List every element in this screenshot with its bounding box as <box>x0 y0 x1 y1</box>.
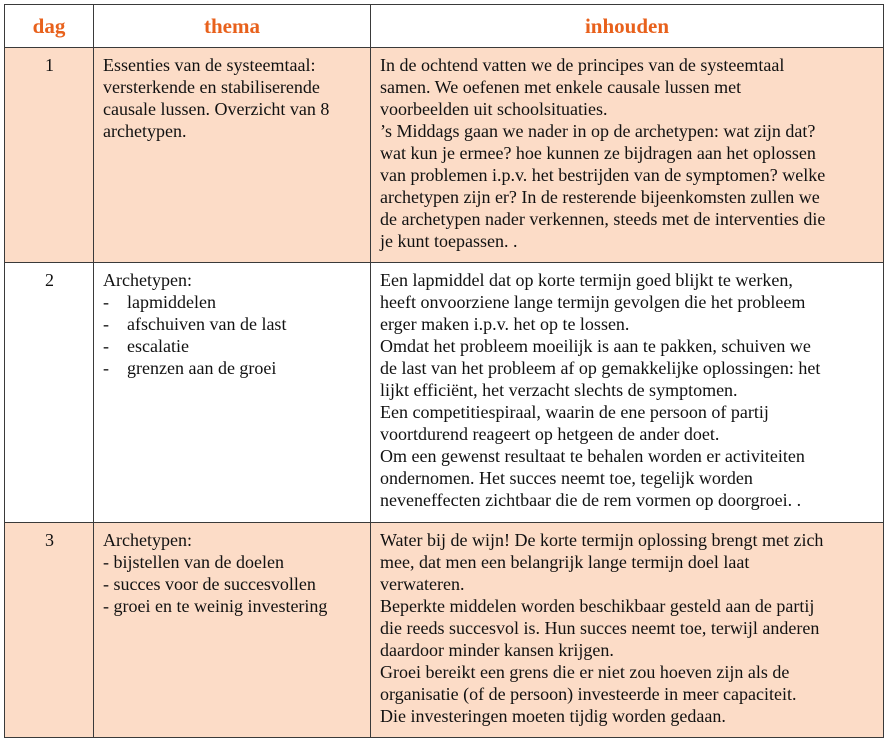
table-row <box>5 263 884 523</box>
table-row <box>5 523 884 738</box>
archetype-list <box>103 291 362 379</box>
content-line: die reeds succesvol is. Hun succes neemt toe, terwijl anderen <box>380 618 820 638</box>
list-item: - groei en te weinig investering <box>103 596 328 616</box>
content-line: In de ochtend vatten we de principes van de systeemtaal <box>380 55 785 75</box>
list-item: - grenzen aan de groei <box>103 358 277 378</box>
content-line: daardoor minder kansen krijgen. <box>380 640 614 660</box>
content-line: Een competitiespiraal, waarin de ene persoon of partij <box>380 402 769 422</box>
theme-cell <box>94 48 371 263</box>
theme-title: Archetypen: <box>103 530 192 550</box>
content-line: neveneffecten zichtbaar die de rem vormen op doorgroei. . <box>380 490 802 510</box>
content-line: je kunt toepassen. . <box>380 231 518 251</box>
content-line: ’s Middags gaan we nader in op de archetypen: wat zijn dat? <box>380 121 816 141</box>
content-line: Groei bereikt een grens die er niet zou hoeven zijn als de <box>380 662 790 682</box>
content-line: ondernomen. Het succes neemt toe, tegelijk worden <box>380 468 753 488</box>
theme-line: causale lussen. Overzicht van 8 <box>103 99 330 119</box>
content-line: samen. We oefenen met enkele causale lussen met <box>380 77 742 97</box>
theme-title: Archetypen: <box>103 270 192 290</box>
content-line: Omdat het probleem moeilijk is aan te pakken, schuiven we <box>380 336 811 356</box>
list-item: - afschuiven van de last <box>103 314 287 334</box>
content-cell <box>371 263 884 523</box>
content-line: mee, dat men een belangrijk lange termijn doel laat <box>380 552 750 572</box>
content-line: erger maken i.p.v. het op te lossen. <box>380 314 630 334</box>
list-item: - bijstellen van de doelen <box>103 552 284 572</box>
content-line: voortdurend reageert op hetgeen de ander doet. <box>380 424 720 444</box>
theme-line: versterkende en stabiliserende <box>103 77 320 97</box>
schedule-table <box>4 4 884 738</box>
content-line: Beperkte middelen worden beschikbaar gesteld aan de partij <box>380 596 815 616</box>
header-row <box>5 5 884 48</box>
content-line: Water bij de wijn! De korte termijn oplossing brengt met zich <box>380 530 824 550</box>
theme-line: Essenties van de systeemtaal: <box>103 55 316 75</box>
table-row <box>5 48 884 263</box>
content-line: de archetypen nader verkennen, steeds met de interventies die <box>380 209 826 229</box>
content-line: Om een gewenst resultaat te behalen worden er activiteiten <box>380 446 805 466</box>
content-line: wat kun je ermee? hoe kunnen ze bijdragen aan het oplossen <box>380 143 816 163</box>
theme-cell <box>94 263 371 523</box>
header-inhouden: inhouden <box>371 5 884 48</box>
day-number: 2 <box>5 263 94 523</box>
theme-line: archetypen. <box>103 121 187 141</box>
content-line: Een lapmiddel dat op korte termijn goed blijkt te werken, <box>380 270 793 290</box>
content-line: Die investeringen moeten tijdig worden gedaan. <box>380 706 726 726</box>
list-item: - lapmiddelen <box>103 292 216 312</box>
list-item: - succes voor de succesvollen <box>103 574 316 594</box>
content-line: verwateren. <box>380 574 465 594</box>
theme-cell <box>94 523 371 738</box>
content-line: heeft onvoorziene lange termijn gevolgen die het probleem <box>380 292 806 312</box>
archetype-list <box>103 551 362 617</box>
list-item: - escalatie <box>103 336 189 356</box>
day-number: 1 <box>5 48 94 263</box>
content-cell <box>371 48 884 263</box>
content-line: voorbeelden uit schoolsituaties. <box>380 99 608 119</box>
content-line: de last van het probleem af op gemakkelijke oplossingen: het <box>380 358 821 378</box>
header-dag: dag <box>5 5 94 48</box>
content-line: van problemen i.p.v. het bestrijden van de symptomen? welke <box>380 165 826 185</box>
content-line: lijkt efficiënt, het verzacht slechts de symptomen. <box>380 380 738 400</box>
day-number: 3 <box>5 523 94 738</box>
content-line: archetypen zijn er? In de resterende bijeenkomsten zullen we <box>380 187 820 207</box>
content-line: organisatie (of de persoon) investeerde in meer capaciteit. <box>380 684 797 704</box>
header-thema: thema <box>94 5 371 48</box>
content-cell <box>371 523 884 738</box>
